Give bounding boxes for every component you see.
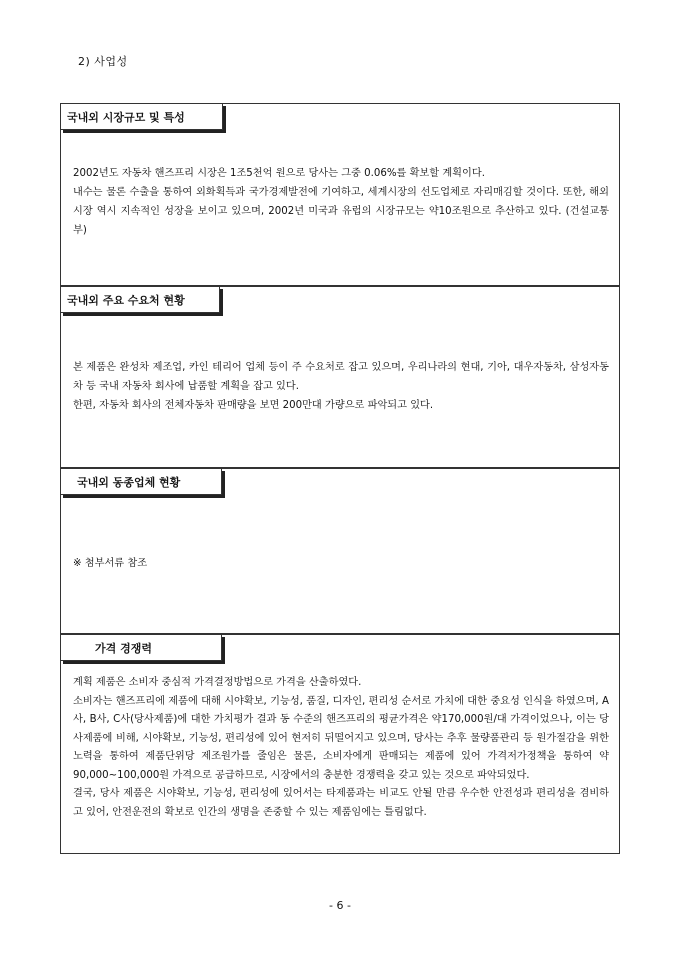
competitors-title: 국내외 동종업체 현황 xyxy=(60,468,222,495)
page-number: - 6 - xyxy=(329,899,351,912)
market-size-paragraph: 내수는 물론 수출을 통하여 외화획득과 국가경제발전에 기여하고, 세계시장의 선도업체로 자리매김할 것이다. 또한, 해외시장 역시 지속적인 성장을 보이고 있으며, 2002년 미국과 유럽의 시장규모는 약10조원으로 추산하고 있다. (건설교통부) xyxy=(73,187,609,236)
demand-paragraph: 본 제품은 완성차 제조업, 카인 테리어 업체 등이 주 수요처로 잡고 있으며, 우리나라의 현대, 기아, 대우자동차, 삼성자동차 등 국내 자동차 회사에 납품할 계획을 잡고 있다. xyxy=(73,362,609,392)
price-paragraph: 결국, 당사 제품은 시야확보, 기능성, 편리성에 있어서는 타제품과는 비교도 안될 만큼 우수한 안전성과 편리성을 겸비하고 있어, 안전운전의 확보로 인간의 생명을 존중할 수 있는 제품임에는 틀림없다. xyxy=(73,788,609,818)
market-size-section xyxy=(60,103,620,286)
competitors-section xyxy=(60,468,620,634)
competitors-paragraph: ※ 첨부서류 참조 xyxy=(73,558,148,569)
demand-title: 국내외 주요 수요처 현황 xyxy=(60,286,220,313)
demand-section xyxy=(60,286,620,468)
price-paragraph: 계획 제품은 소비자 중심적 가격결정방법으로 가격을 산출하였다. xyxy=(73,677,362,688)
market-size-title: 국내외 시장규모 및 특성 xyxy=(60,103,223,130)
section-heading: 2) 사업성 xyxy=(78,55,128,68)
price-paragraph: 소비자는 핸즈프리에 제품에 대해 시야확보, 기능성, 품질, 디자인, 편리성 순서로 가치에 대한 중요성 인식을 하였으며, A사, B사, C사(당사제품)에 대한 가치평가 결과 동 수준의 핸즈프리의 평균가격은 약170,000원/대 가격이었으나, 이는 당사제품에 비해, 시야확보, 기능성, 편리성에 있어 현저히 뒤떨어지고 있으며, 당사는 추후 물량품관리 등 원가절감을 위한 노력을 통하여 제품단위당 제조원가를 줄임은 물론, 소비자에게 판매되는 제품에 있어 가격저가정책을 통하여 약90,000~100,000원 가격으로 공급하므로, 시장에서의 충분한 경쟁력을 갖고 있는 것으로 파악되었다. xyxy=(73,695,609,781)
price-competitiveness-title: 가격 경쟁력 xyxy=(60,634,222,661)
market-size-paragraph: 2002년도 자동차 핸즈프리 시장은 1조5천억 원으로 당사는 그중 0.06%를 확보할 계획이다. xyxy=(73,168,485,179)
demand-paragraph: 한편, 자동차 회사의 전체자동차 판매량을 보면 200만대 가량으로 파악되고 있다. xyxy=(73,400,434,411)
price-competitiveness-section xyxy=(60,634,620,854)
